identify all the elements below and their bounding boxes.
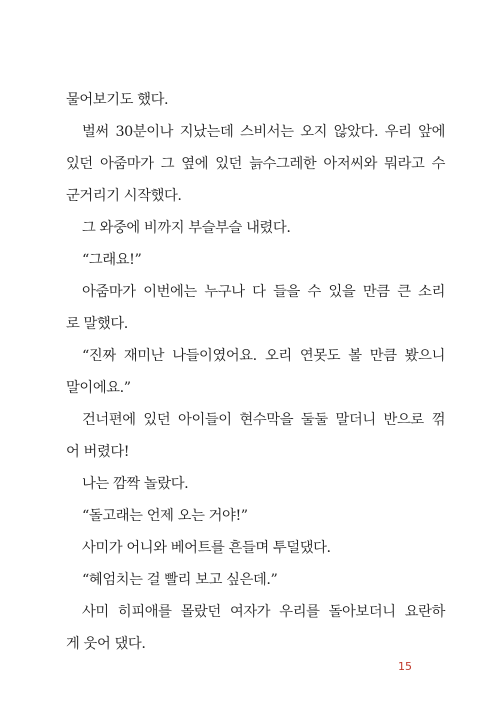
- text-line: 게 웃어 댔다.: [66, 636, 146, 652]
- text-line: 그 와중에 비까지 부슬부슬 내렸다.: [82, 220, 291, 236]
- text-line: 물어보기도 했다.: [66, 92, 169, 108]
- text-line: 어 버렸다!: [66, 444, 130, 460]
- text-line: “돌고래는 언제 오는 거야!”: [82, 508, 248, 524]
- text-line: 사미 히피애를 몰랐던 여자가 우리를 돌아보더니 요란하: [82, 604, 445, 620]
- text-line: “진짜 재미난 나들이였어요. 오리 연못도 볼 만큼 봤으니: [82, 348, 445, 364]
- text-line: 군거리기 시작했다.: [66, 188, 182, 204]
- text-line: “혜엄치는 걸 빨리 보고 싶은데.”: [82, 572, 278, 588]
- text-line: 아줌마가 이번에는 누구나 다 들을 수 있을 만큼 큰 소리: [82, 284, 445, 300]
- text-line: 있던 아줌마가 그 옆에 있던 늙수그레한 아저씨와 뭐라고 수: [66, 156, 445, 172]
- text-line: 로 말했다.: [66, 316, 128, 332]
- text-line: 나는 깜짝 놀랐다.: [82, 476, 189, 492]
- text-line: “그래요!”: [82, 252, 142, 268]
- text-line: 말이에요.”: [66, 380, 131, 396]
- page-number: 15: [398, 660, 412, 673]
- text-line: 벌써 30분이나 지났는데 스비서는 오지 않았다. 우리 앞에: [82, 124, 445, 140]
- text-line: 건너편에 있던 아이들이 현수막을 둘둘 말더니 반으로 꺾: [82, 412, 445, 428]
- text-line: 사미가 어니와 베어트를 흔들며 투덜댔다.: [82, 540, 331, 556]
